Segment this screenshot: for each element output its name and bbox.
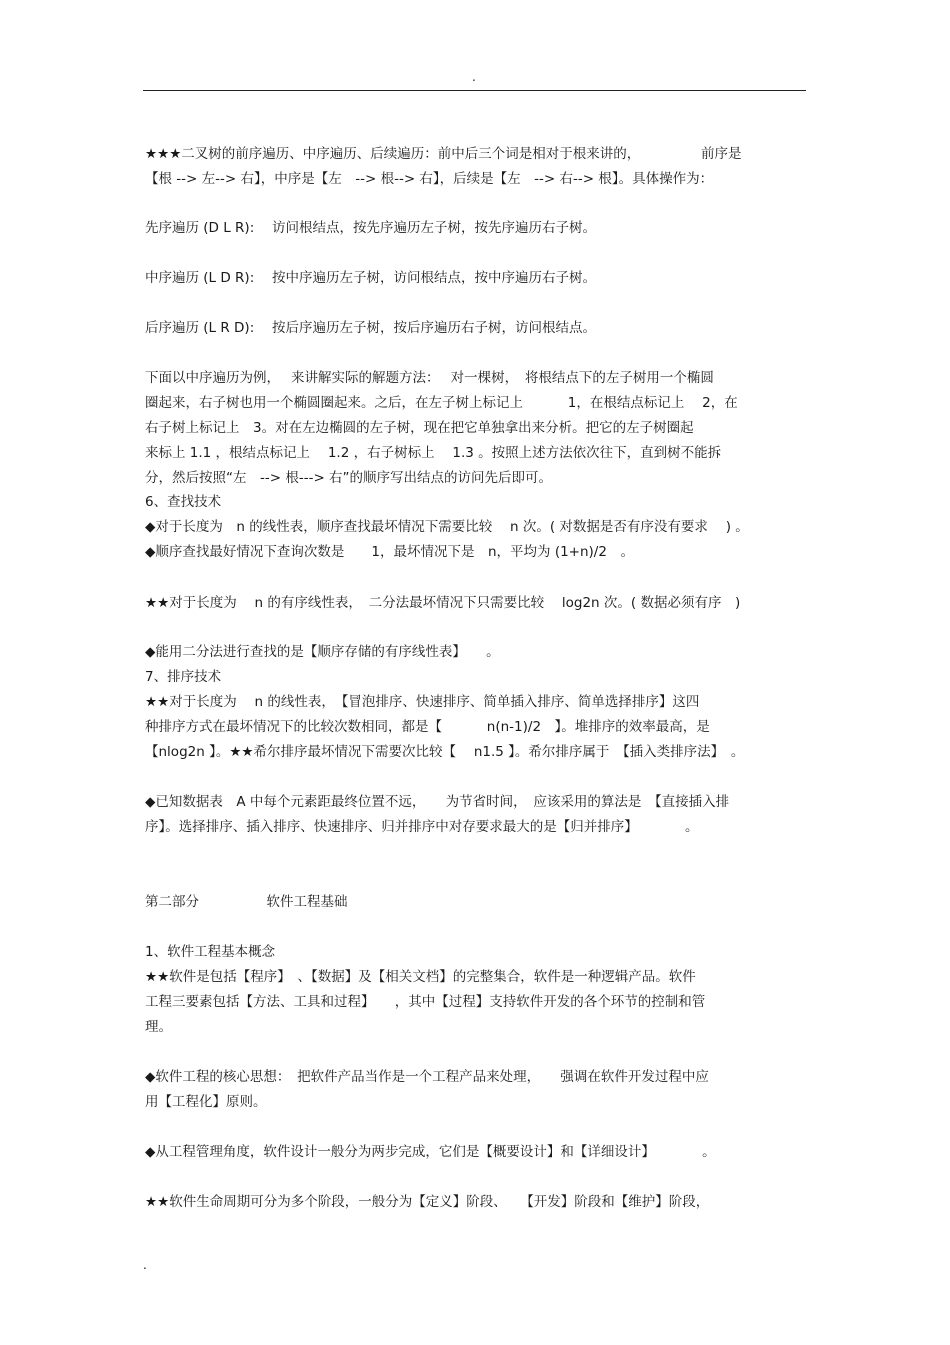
text-line: ★★对于长度为 n 的有序线性表， 二分法最坏情况下只需要比较 log2n 次。( 数据必须有序 ) [145, 595, 741, 611]
text-line: 【nlog2n 】。★★希尔排序最坏情况下需要次比较【 n1.5 】。希尔排序属于 【插入类排序法】 。 [145, 744, 745, 760]
text-line: 中序遍历 (L D R): 按中序遍历左子树，访问根结点，按中序遍历右子树。 [145, 270, 597, 286]
text-line: 工程三要素包括【方法、工具和过程】 ，其中【过程】支持软件开发的各个环节的控制和管 [145, 994, 706, 1010]
text-line: 【根 --> 左--> 右】，中序是【左 --> 根--> 右】，后续是【左 --> 右--> 根】。具体操作为： [145, 171, 714, 187]
text-line: ◆对于长度为 n 的线性表，顺序查找最坏情况下需要比较 n 次。( 对数据是否有序没有要求 ) 。 [145, 519, 749, 535]
text-line: 序】。选择排序、插入排序、快速排序、归并排序中对存要求最大的是【归并排序】 。 [145, 819, 699, 835]
header-dot: . [472, 70, 476, 84]
text-line: 后序遍历 (L R D): 按后序遍历左子树，按后序遍历右子树，访问根结点。 [145, 320, 597, 336]
text-line: 先序遍历 (D L R): 访问根结点，按先序遍历左子树，按先序遍历右子树。 [145, 220, 597, 236]
text-line: ★★软件生命周期可分为多个阶段，一般分为【定义】阶段、 【开发】阶段和【维护】阶段， [145, 1194, 710, 1210]
text-line: ★★软件是包括【程序】 、【数据】及【相关文档】的完整集合，软件是一种逻辑产品。软件 [145, 969, 696, 985]
text-line: 用【工程化】原则。 [145, 1094, 267, 1110]
text-line: ★★★二叉树的前序遍历、中序遍历、后续遍历：前中后三个词是相对于根来讲的， 前序是 [145, 146, 742, 162]
section-heading: 6、查找技术 [145, 494, 222, 510]
text-line: ◆能用二分法进行查找的是【顺序存储的有序线性表】 。 [145, 644, 500, 660]
text-line: 下面以中序遍历为例， 来讲解实际的解题方法： 对一棵树， 将根结点下的左子树用一个椭圆 [145, 370, 714, 386]
text-line: 理。 [145, 1019, 172, 1035]
header-rule [143, 90, 806, 91]
section-heading: 7、排序技术 [145, 669, 222, 685]
text-line: 来标上 1.1 ，根结点标记上 1.2 ，右子树标上 1.3 。按照上述方法依次往下，直到树不能拆 [145, 445, 722, 461]
text-line: 圈起来，右子树也用一个椭圆圈起来。之后，在左子树上标记上 1，在根结点标记上 2，在 [145, 395, 738, 411]
section-heading: 1、软件工程基本概念 [145, 944, 276, 960]
text-line: ◆已知数据表 A 中每个元素距最终位置不远， 为节省时间， 应该采用的算法是 【直接插入排 [145, 794, 730, 810]
text-line: 种排序方式在最坏情况下的比较次数相同，都是【 n(n-1)/2 】。堆排序的效率最高，是 [145, 719, 710, 735]
text-line: ◆从工程管理角度，软件设计一般分为两步完成，它们是【概要设计】和【详细设计】 。 [145, 1144, 716, 1160]
part-heading: 第二部分 软件工程基础 [145, 894, 348, 910]
footer-dot: . [143, 1258, 147, 1272]
text-line: 分，然后按照“左 --> 根---> 右”的顺序写出结点的访问先后即可。 [145, 470, 553, 486]
text-line: ◆顺序查找最好情况下查询次数是 1，最坏情况下是 n，平均为 (1+n)/2 。 [145, 544, 634, 560]
text-line: ★★对于长度为 n 的线性表， 【冒泡排序、快速排序、简单插入排序、简单选择排序】这四 [145, 694, 700, 710]
text-line: 右子树上标记上 3。对在左边椭圆的左子树，现在把它单独拿出来分析。把它的左子树圈起 [145, 420, 694, 436]
text-line: ◆软件工程的核心思想： 把软件产品当作是一个工程产品来处理， 强调在软件开发过程中应 [145, 1069, 709, 1085]
